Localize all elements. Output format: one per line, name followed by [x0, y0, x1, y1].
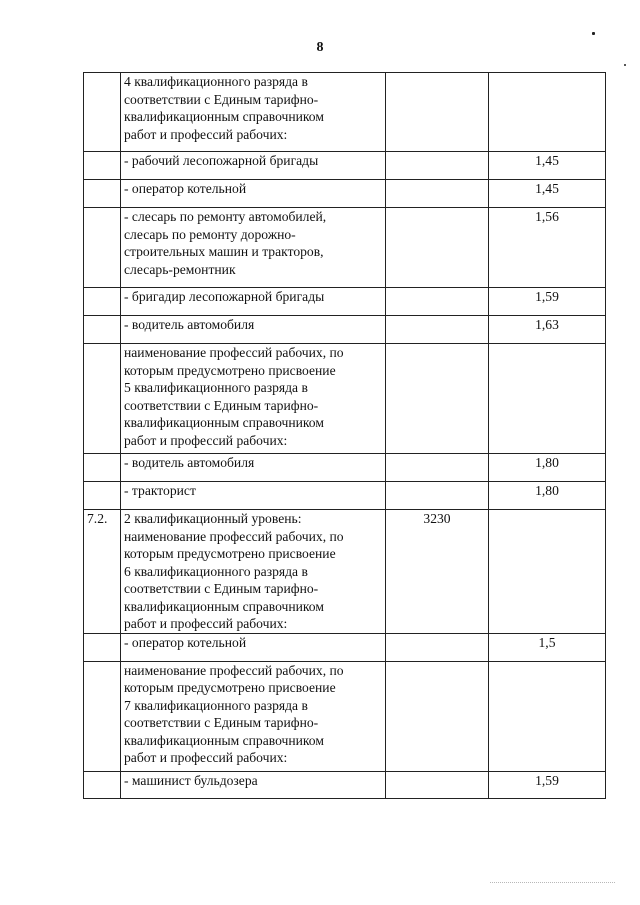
table-row — [84, 152, 606, 180]
profession-cell: - бригадир лесопожарной бригады — [121, 288, 386, 316]
profession-cell: 4 квалификационного разряда в соответствии с Единым тарифно- квалификационным справочником работ и профессий рабочих: — [121, 73, 386, 152]
salary-cell — [386, 180, 489, 208]
profession-cell: наименование профессий рабочих, по которым предусмотрено присвоение 7 квалификационного разряда в соответствии с Единым тарифно- квалификационным справочником работ и профессий рабочих: — [121, 661, 386, 771]
coefficient-cell — [489, 661, 606, 771]
coefficient-cell: 1,56 — [489, 208, 606, 288]
profession-cell: - машинист бульдозера — [121, 771, 386, 798]
profession-cell: - водитель автомобиля — [121, 316, 386, 344]
profession-cell: - оператор котельной — [121, 180, 386, 208]
table-row — [84, 771, 606, 798]
row-number-cell — [84, 316, 121, 344]
coefficient-cell: 1,63 — [489, 316, 606, 344]
page-number: 8 — [316, 40, 324, 55]
row-number-cell — [84, 482, 121, 510]
salary-cell — [386, 73, 489, 152]
row-number-cell — [84, 344, 121, 454]
profession-cell: - оператор котельной — [121, 633, 386, 661]
row-number-cell — [84, 454, 121, 482]
profession-cell: наименование профессий рабочих, по которым предусмотрено присвоение 5 квалификационного разряда в соответствии с Единым тарифно- квалификационным справочником работ и профессий рабочих: — [121, 344, 386, 454]
professions-table — [83, 72, 606, 799]
salary-cell — [386, 344, 489, 454]
profession-cell: - рабочий лесопожарной бригады — [121, 152, 386, 180]
row-number-cell — [84, 208, 121, 288]
row-number-cell — [84, 288, 121, 316]
salary-cell: 3230 — [386, 510, 489, 634]
coefficient-cell: 1,45 — [489, 180, 606, 208]
salary-cell — [386, 771, 489, 798]
row-number-cell — [84, 661, 121, 771]
salary-cell — [386, 661, 489, 771]
table-row — [84, 180, 606, 208]
table-row — [84, 208, 606, 288]
salary-cell — [386, 288, 489, 316]
row-number-cell: 7.2. — [84, 510, 121, 634]
coefficient-cell: 1,45 — [489, 152, 606, 180]
profession-cell: - водитель автомобиля — [121, 454, 386, 482]
table-row — [84, 73, 606, 152]
salary-cell — [386, 633, 489, 661]
salary-cell — [386, 316, 489, 344]
scan-speck — [624, 64, 626, 66]
row-number-cell — [84, 180, 121, 208]
scan-speck — [592, 32, 595, 35]
row-number-cell — [84, 152, 121, 180]
profession-cell: - слесарь по ремонту автомобилей, слесарь по ремонту дорожно- строительных машин и тракторов, слесарь-ремонтник — [121, 208, 386, 288]
table-row — [84, 454, 606, 482]
row-number-cell — [84, 771, 121, 798]
salary-cell — [386, 208, 489, 288]
coefficient-cell: 1,5 — [489, 633, 606, 661]
table-row — [84, 482, 606, 510]
coefficient-cell: 1,59 — [489, 288, 606, 316]
row-number-cell — [84, 73, 121, 152]
table-row — [84, 510, 606, 634]
table-row — [84, 661, 606, 771]
profession-cell: - тракторист — [121, 482, 386, 510]
coefficient-cell: 1,59 — [489, 771, 606, 798]
coefficient-cell — [489, 73, 606, 152]
salary-cell — [386, 152, 489, 180]
table-row — [84, 288, 606, 316]
table-row — [84, 316, 606, 344]
salary-cell — [386, 482, 489, 510]
salary-cell — [386, 454, 489, 482]
coefficient-cell: 1,80 — [489, 482, 606, 510]
profession-cell: 2 квалификационный уровень: наименование профессий рабочих, по которым предусмотрено присвоение 6 квалификационного разряда в соответствии с Единым тарифно- квалификационным справочником работ и профессий рабочих: — [121, 510, 386, 634]
scan-footer-dots — [490, 882, 615, 885]
table-row — [84, 633, 606, 661]
row-number-cell — [84, 633, 121, 661]
coefficient-cell: 1,80 — [489, 454, 606, 482]
table-row — [84, 344, 606, 454]
coefficient-cell — [489, 510, 606, 634]
coefficient-cell — [489, 344, 606, 454]
